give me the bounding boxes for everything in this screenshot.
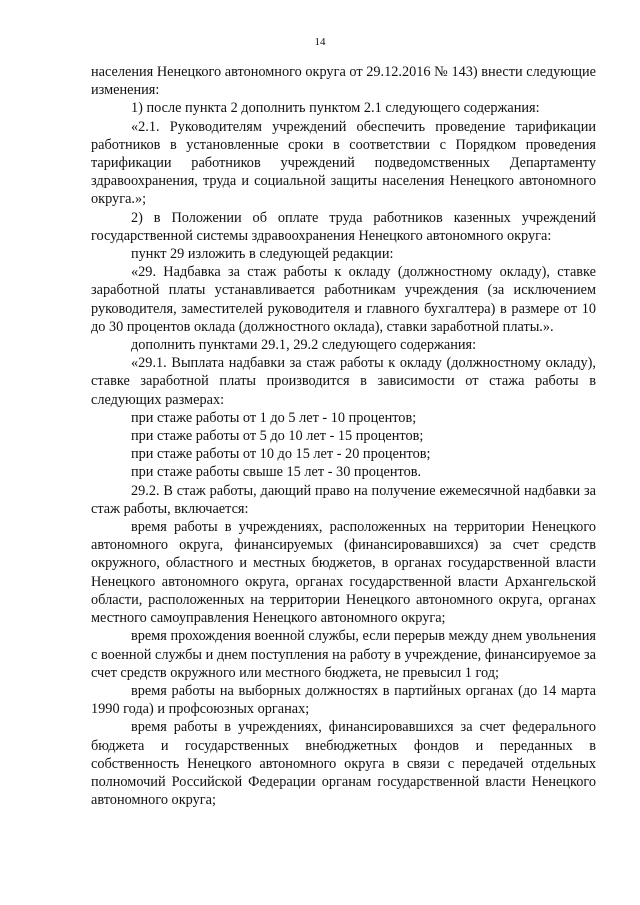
paragraph-military-service: время прохождения военной службы, если перерыв между днем увольнения с военной службы и днем поступления на работу в учреждение, финансируемое за счет средств окружного или местного бюджета, не превысил 1 год; <box>91 628 596 681</box>
document-body <box>91 63 596 809</box>
paragraph-tenure-over-15: при стаже работы свыше 15 лет - 30 процентов. <box>131 464 422 481</box>
paragraph-point-29: «29. Надбавка за стаж работы к окладу (должностному окладу), ставке заработной платы устанавливается работникам учреждения (за исключением руководителя, заместителей руководителя и главного бухгалтера) в размере от 10 до 30 процентов оклада (должностного оклада), ставки заработной платы.». <box>91 264 596 335</box>
paragraph-elected-positions: время работы на выборных должностях в партийных органах (до 14 марта 1990 года) и профсоюзных органах; <box>91 682 596 718</box>
paragraph-clause-2-1: «2.1. Руководителям учреждений обеспечить проведение тарификации работников в установленные сроки в соответствии с Порядком проведения тарификации работников учреждений подведомственных Департаменту здравоохранения, труда и социальной защиты населения Ненецкого автономного округа.»; <box>91 118 596 208</box>
paragraph-tenure-1-5: при стаже работы от 1 до 5 лет - 10 процентов; <box>131 409 417 426</box>
page-number: 14 <box>314 36 326 48</box>
paragraph-work-in-institutions: время работы в учреждениях, расположенных на территории Ненецкого автономного округа, финансируемых (финансировавшихся) за счет средств окружного, областного и местных бюджетов, в органах государственной власти Ненецкого автономного округа, органах государственной власти Архангельской области, расположенных на территории Ненецкого автономного округа, органах местного самоуправления Ненецкого автономного округа; <box>91 519 596 627</box>
paragraph-point-29-2: 29.2. В стаж работы, дающий право на получение ежемесячной надбавки за стаж работы, включается: <box>91 482 596 517</box>
paragraph-tenure-10-15: при стаже работы от 10 до 15 лет - 20 процентов; <box>131 446 431 463</box>
paragraph-point-29-intro: пункт 29 изложить в следующей редакции: <box>131 246 394 263</box>
paragraph-federal-institutions: время работы в учреждениях, финансировавшихся за счет федерального бюджета и государственных внебюджетных фондов и переданных в собственность Ненецкого автономного округа в связи с передачей отдельных полномочий Российской Федерации органам государственной власти Ненецкого автономного округа; <box>91 719 596 809</box>
paragraph-add-points-intro: дополнить пунктами 29.1, 29.2 следующего содержания: <box>131 337 477 354</box>
paragraph-item-2: 2) в Положении об оплате труда работников казенных учреждений государственной системы здравоохранения Ненецкого автономного округа: <box>91 209 596 244</box>
paragraph-continuation: населения Ненецкого автономного округа от 29.12.2016 № 143) внести следующие изменения: <box>91 64 596 99</box>
paragraph-item-1: 1) после пункта 2 дополнить пунктом 2.1 следующего содержания: <box>131 100 540 117</box>
paragraph-tenure-5-10: при стаже работы от 5 до 10 лет - 15 процентов; <box>131 428 424 445</box>
paragraph-point-29-1: «29.1. Выплата надбавки за стаж работы к окладу (должностному окладу), ставке заработной платы производится в зависимости от стажа работы в следующих размерах: <box>91 355 596 408</box>
